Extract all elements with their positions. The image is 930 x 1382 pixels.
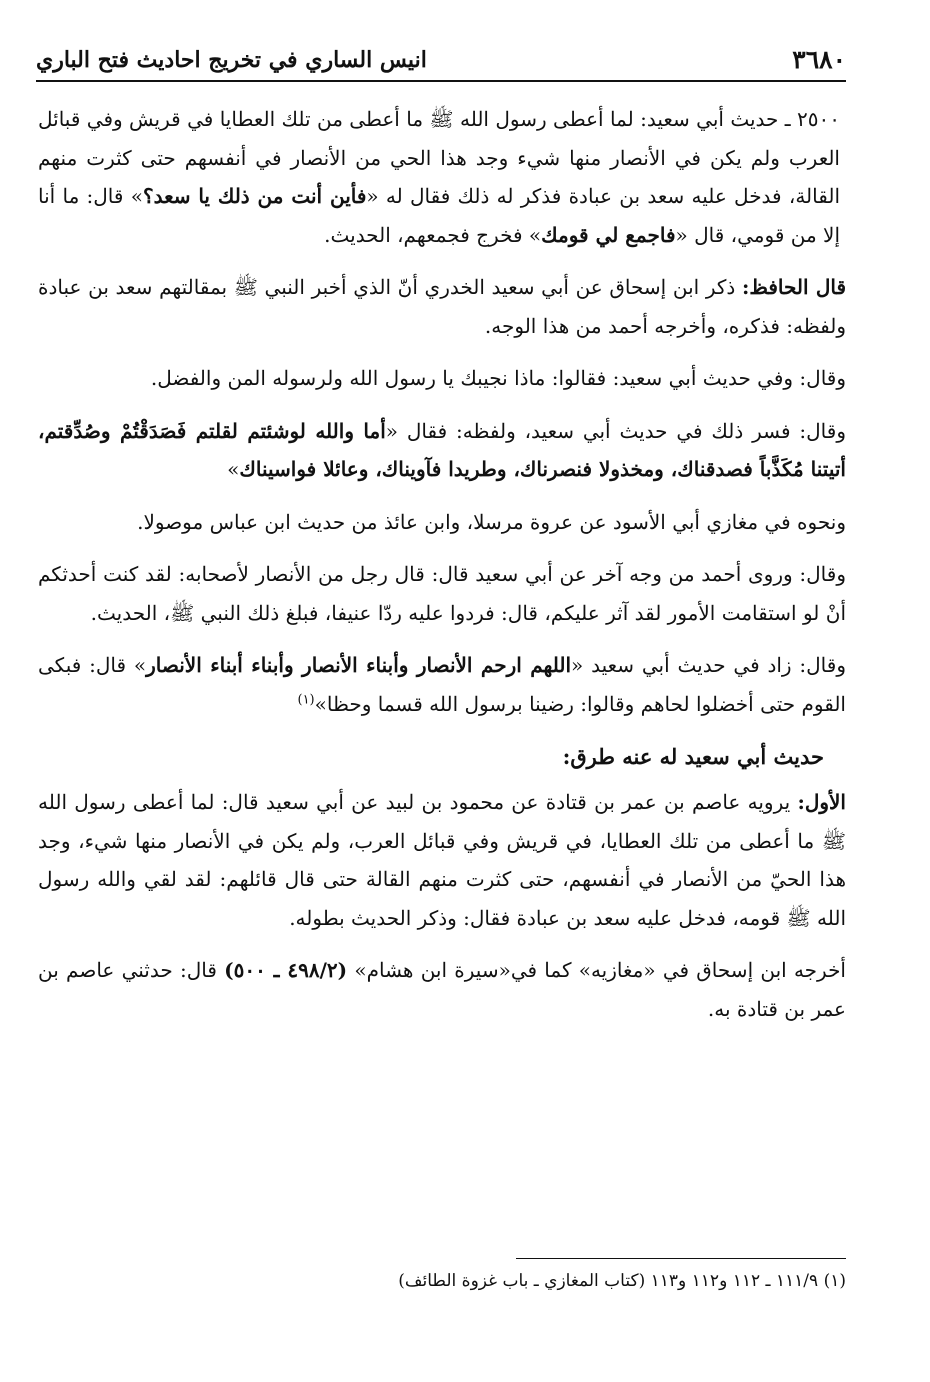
text-segment: وقال: وفي حديث أبي سعيد: فقالوا: ماذا نجيبك يا رسول الله ولرسوله المن والفضل. (150, 366, 846, 390)
paragraph-p4 (38, 412, 846, 489)
bold-text-segment: الأول: (797, 790, 846, 814)
bold-text-segment: فاجمع لي قومك (541, 222, 676, 247)
page-header (36, 40, 846, 82)
text-segment: أخرجه ابن إسحاق في «مغازيه» كما في«سيرة ابن هشام» (347, 958, 846, 982)
bold-text-segment: فأين أنت من ذلك يا سعد؟ (142, 184, 367, 208)
text-segment: » (227, 457, 240, 481)
paragraph-p8 (38, 783, 846, 937)
running-title: انيس الساري في تخريج احاديث فتح الباري (36, 47, 427, 73)
page-number: ٣٦٨٠ (792, 45, 846, 74)
text-segment: ٢٥٠٠ ـ حديث أبي سعيد: لما أعطى رسول الله ﷺ ما أعطى من تلك العطايا في قريش وفي قبائل العرب ولم يكن في الأنصار منها شيء وجد هذا الحي من الأنصار في أنفسهم حتى كثرت منهم القالة، فدخل عليه سعد بن عبادة فذكر له ذلك فقال له « (38, 107, 840, 208)
text-segment: » فخرج فجمعهم، الحديث. (324, 222, 542, 247)
paragraph-p1 (38, 100, 846, 254)
paragraph-p6 (38, 555, 846, 632)
text-segment: قال: حدثني عاصم بن عمر بن قتادة به. (38, 958, 846, 1021)
bold-text-segment: اللهم ارحم الأنصار وأبناء الأنصار وأبناء أبناء الأنصار (146, 653, 572, 677)
text-segment: وقال: زاد في حديث أبي سعيد « (571, 653, 846, 677)
text-segment: ونحوه في مغازي أبي الأسود عن عروة مرسلا، وابن عائذ من حديث ابن عباس موصولا. (137, 509, 846, 534)
text-segment: يرويه عاصم بن عمر بن قتادة عن محمود بن لبيد عن أبي سعيد قال: لما أعطى رسول الله ﷺ ما أعطى من تلك العطايا، في قريش وفي قبائل العرب، ولم يكن في الأنصار منها شيء، وجد هذا الحيّ من الأنصار في أنفسهم، حتى كثرت منهم القالة حتى قال قائلهم: لقد لقي والله رسول الله ﷺ قومه، فدخل عليه سعد بن عبادة فقال: وذكر الحديث بطوله. (38, 790, 846, 930)
bold-text-segment: أما والله لوشئتم لقلتم فَصَدَقْتُمْ وصُدِّقتم، أتيتنا مُكَذَّباً فصدقناك، ومخذولا فنصرناك، وطريدا فآويناك، وعائلا فواسيناك (38, 418, 846, 481)
paragraph-p2 (38, 268, 846, 345)
bold-text-segment: قال الحافظ: (741, 275, 847, 299)
page-body (38, 100, 846, 1042)
text-segment: ذكر ابن إسحاق عن أبي سعيد الخدري أنّ الذي أخبر النبي ﷺ بمقالتهم سعد بن عبادة ولفظه: فذكره، وأخرجه أحمد من هذا الوجه. (38, 275, 846, 338)
text-segment: » قال: فبكى القوم حتى أخضلوا لحاهم وقالوا: رضينا برسول الله قسما وحظا» (38, 653, 846, 716)
paragraph-p3 (38, 359, 846, 398)
text-segment: وقال: فسر ذلك في حديث أبي سعيد، ولفظه: فقال « (385, 418, 846, 443)
paragraphs-block (38, 100, 846, 723)
paragraphs-block-after (38, 783, 846, 1028)
paragraph-p5 (38, 503, 846, 542)
text-segment: » قال: ما أنا إلا من قومي، قال « (38, 184, 840, 247)
bold-text-segment: (٤٩٨/٢ ـ ٥٠٠) (224, 958, 348, 982)
section-heading: حديث أبي سعيد له عنه طرق: (562, 744, 824, 769)
footnote-divider (516, 1258, 846, 1259)
footnote: (١) ١١١/٩ ـ ١١٢ و١١٢ و١١٣ (كتاب المغازي ـ باب غزوة الطائف) (398, 1271, 846, 1291)
paragraph-p9 (38, 951, 846, 1028)
paragraph-p7 (38, 646, 846, 723)
text-segment: وقال: وروى أحمد من وجه آخر عن أبي سعيد قال: قال رجل من الأنصار لأصحابه: لقد كنت أحدثكم أنْ لو استقامت الأمور لقد آثر عليكم، قال: فردوا عليه ردّا عنيفا، فبلغ ذلك النبي ﷺ، الحديث. (38, 562, 846, 625)
footnote-marker: (١) (297, 691, 315, 707)
